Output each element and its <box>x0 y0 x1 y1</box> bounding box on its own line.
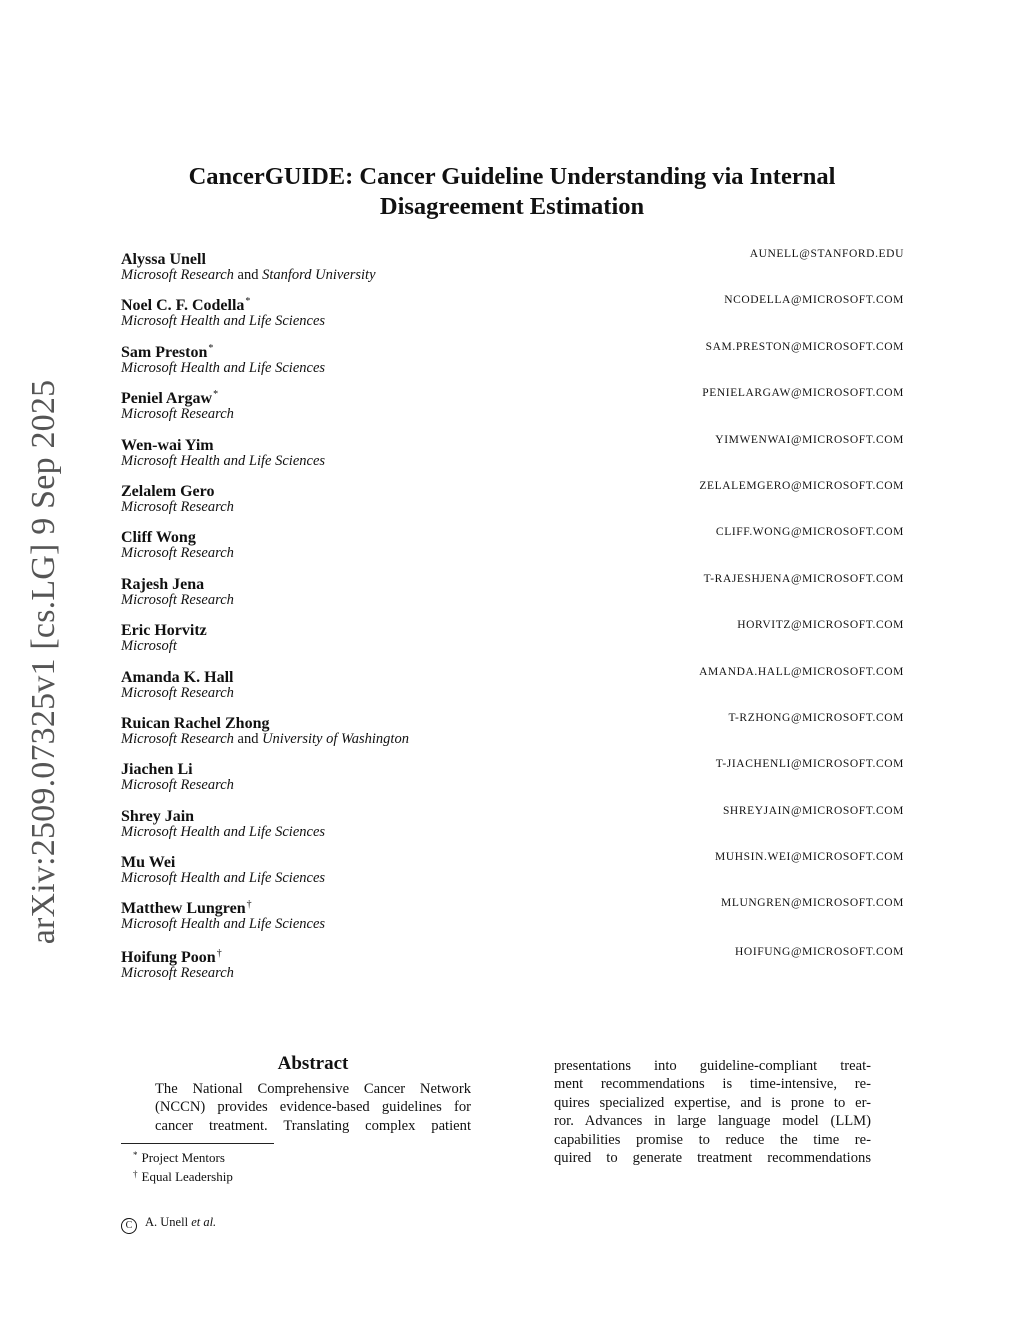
copyright-line: C A. Unell et al. <box>121 1213 216 1234</box>
abstract-right-column <box>554 1057 871 1167</box>
author-entry <box>121 431 904 477</box>
author-affiliation: Microsoft Research <box>121 777 234 794</box>
author-email[interactable]: T-RZHONG@MICROSOFT.COM <box>728 711 904 724</box>
author-affiliation: Microsoft Health and Life Sciences <box>121 870 326 887</box>
abstract-line: (NCCN) provides evidence-based guidelines for <box>155 1099 471 1116</box>
author-name: Cliff Wong <box>121 529 196 547</box>
author-email[interactable]: SAM.PRESTON@MICROSOFT.COM <box>705 340 904 353</box>
author-email[interactable]: MUHSIN.WEI@MICROSOFT.COM <box>715 851 904 864</box>
author-name: Hoifung Poon† <box>121 947 222 966</box>
copyright-icon: C <box>121 1218 137 1234</box>
author-entry <box>121 523 904 569</box>
author-email[interactable]: T-RAJESHJENA@MICROSOFT.COM <box>703 572 904 585</box>
author-email[interactable]: AMANDA.HALL@MICROSOFT.COM <box>699 665 904 678</box>
abstract-line: presentations into guideline-compliant treat- <box>554 1058 871 1074</box>
author-entry <box>121 384 904 430</box>
author-name: Peniel Argaw* <box>121 389 219 408</box>
footnote-equal-leadership: † Equal Leadership <box>133 1169 233 1184</box>
footnotes <box>133 1147 233 1185</box>
author-name: Matthew Lungren† <box>121 899 252 918</box>
author-name: Wen-wai Yim <box>121 436 214 454</box>
author-entry <box>121 943 904 989</box>
author-email[interactable]: YIMWENWAI@MICROSOFT.COM <box>715 433 904 446</box>
author-email[interactable]: ZELALEMGERO@MICROSOFT.COM <box>699 479 904 492</box>
abstract-line: ment recommendations is time-intensive, re- <box>554 1076 871 1093</box>
author-entry <box>121 616 904 662</box>
author-entry <box>121 245 904 291</box>
author-entry <box>121 338 904 384</box>
author-email[interactable]: T-JIACHENLI@MICROSOFT.COM <box>715 758 904 771</box>
author-entry <box>121 755 904 801</box>
author-affiliation: Microsoft Research <box>121 406 234 423</box>
author-email[interactable]: MLUNGREN@MICROSOFT.COM <box>721 897 904 910</box>
author-email[interactable]: HORVITZ@MICROSOFT.COM <box>737 619 904 632</box>
author-affiliation: Microsoft Research <box>121 498 234 515</box>
author-entry <box>121 894 904 942</box>
author-affiliation: Microsoft Research <box>121 964 234 981</box>
author-name: Eric Horvitz <box>121 622 207 640</box>
title-line-1: CancerGUIDE: Cancer Guideline Understanding via Internal <box>188 163 836 190</box>
paper-title <box>0 162 1024 222</box>
footnote-rule <box>121 1143 274 1144</box>
author-name: Sam Preston* <box>121 342 214 361</box>
abstract-line: ror. Advances in large language model (LLM) <box>554 1113 871 1130</box>
author-name: Shrey Jain <box>121 807 195 825</box>
author-entry <box>121 570 904 616</box>
author-affiliation: Microsoft Health and Life Sciences <box>121 359 326 376</box>
abstract-line: capabilities promise to reduce the time re- <box>554 1131 871 1148</box>
author-name: Noel C. F. Codella* <box>121 296 251 315</box>
abstract-line: cancer treatment. Translating complex patient <box>155 1117 471 1134</box>
author-name: Alyssa Unell <box>121 251 206 268</box>
author-affiliation: Microsoft Health and Life Sciences <box>121 823 326 840</box>
author-affiliation: Microsoft Health and Life Sciences <box>121 313 326 330</box>
author-affiliation: Microsoft Research <box>121 684 234 701</box>
author-affiliation: Microsoft Health and Life Sciences <box>121 452 326 469</box>
author-entry <box>121 802 904 848</box>
author-name: Amanda K. Hall <box>121 668 234 686</box>
author-entry <box>121 663 904 709</box>
footnote-project-mentors: * Project Mentors <box>133 1150 225 1165</box>
author-email[interactable]: SHREYJAIN@MICROSOFT.COM <box>722 804 904 817</box>
abstract-line: The National Comprehensive Cancer Network <box>155 1081 471 1097</box>
author-name: Zelalem Gero <box>121 482 215 500</box>
author-name: Rajesh Jena <box>121 575 205 593</box>
author-affiliation: Microsoft Health and Life Sciences <box>121 916 326 933</box>
author-entry <box>121 291 904 337</box>
author-list <box>121 245 904 989</box>
author-affiliation: Microsoft Research and University of Washington <box>121 730 409 747</box>
author-affiliation: Microsoft Research <box>121 545 234 562</box>
author-entry <box>121 477 904 523</box>
arxiv-stamp: arXiv:2509.07325v1 [cs.LG] 9 Sep 2025 <box>25 379 62 945</box>
author-name: Ruican Rachel Zhong <box>121 714 270 732</box>
author-email[interactable]: AUNELL@STANFORD.EDU <box>749 248 904 260</box>
abstract-left-column <box>155 1080 471 1135</box>
author-name: Mu Wei <box>121 854 176 872</box>
author-email[interactable]: PENIELARGAW@MICROSOFT.COM <box>702 387 904 400</box>
author-entry <box>121 848 904 894</box>
abstract-heading: Abstract <box>277 1053 349 1074</box>
author-email[interactable]: HOIFUNG@MICROSOFT.COM <box>735 945 904 958</box>
author-email[interactable]: NCODELLA@MICROSOFT.COM <box>724 294 904 307</box>
abstract-line: quired to generate treatment recommendations <box>554 1150 871 1167</box>
author-affiliation: Microsoft Research and Stanford University <box>121 267 376 283</box>
author-entry <box>121 709 904 755</box>
author-affiliation: Microsoft Research <box>121 591 234 608</box>
title-line-2: Disagreement Estimation <box>379 193 645 220</box>
author-affiliation: Microsoft <box>121 638 177 655</box>
abstract-line: quires specialized expertise, and is prone to er- <box>554 1094 871 1111</box>
author-email[interactable]: CLIFF.WONG@MICROSOFT.COM <box>715 526 904 539</box>
author-name: Jiachen Li <box>121 761 193 779</box>
